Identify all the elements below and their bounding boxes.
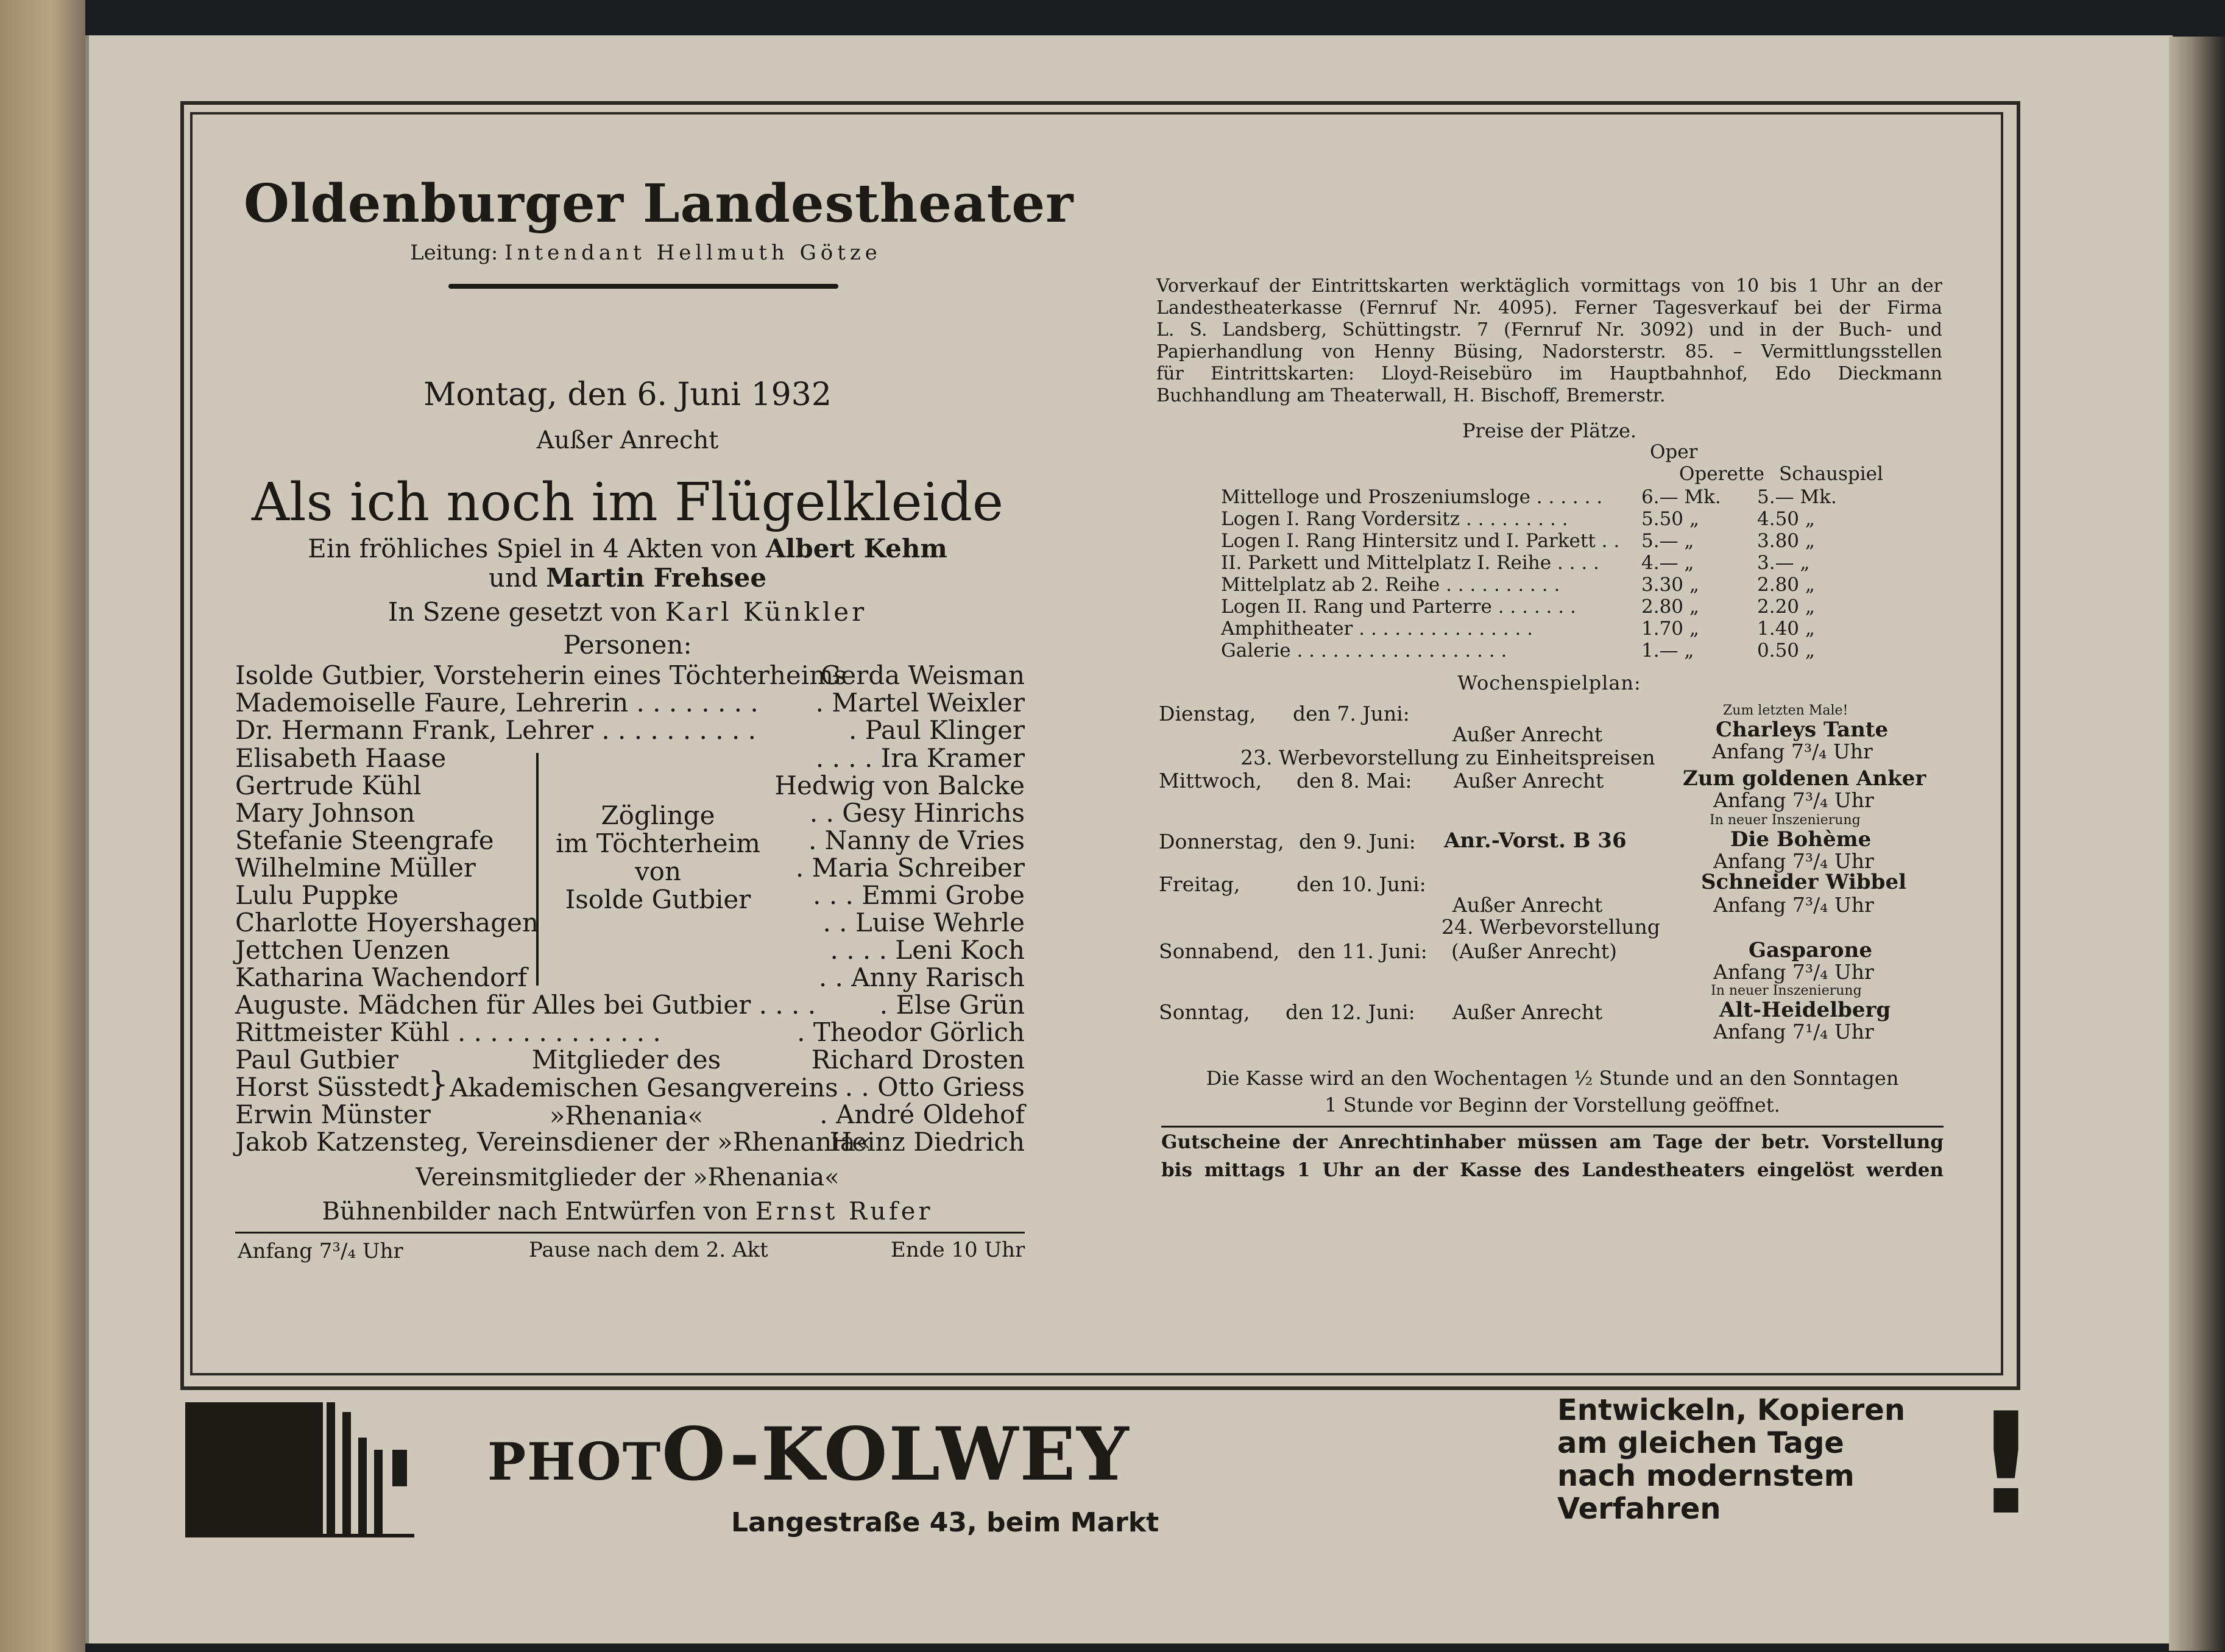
- time-sat: Anfang 7³/₄ Uhr: [1713, 960, 1874, 984]
- subtitle-and: und: [488, 563, 538, 593]
- cast-actor: . Else Grün: [879, 990, 1025, 1020]
- presale-line: Buchhandlung am Theaterwall, H. Bischoff, Bremerstr.: [1156, 385, 1666, 406]
- cast-actor: Richard Drosten: [811, 1045, 1025, 1075]
- play-fri: Schneider Wibbel: [1701, 870, 1906, 894]
- cast-role: Auguste. Mädchen für Alles bei Gutbier . . . .: [235, 990, 816, 1020]
- ad-logo-bar: [327, 1402, 335, 1536]
- presale-line: Vorverkauf der Eintrittskarten werktäglich vormittags von 10 bis 1 Uhr an der: [1156, 275, 1942, 297]
- cast-role: Rittmeister Kühl . . . . . . . . . . . . .: [235, 1017, 661, 1047]
- start-time: Anfang 7³/₄ Uhr: [238, 1239, 403, 1263]
- ad-logo-baseline: [185, 1534, 414, 1537]
- play-subtitle: [219, 534, 1036, 563]
- day-fri: Freitag,: [1159, 872, 1240, 896]
- cast-role: Gertrude Kühl: [235, 771, 422, 800]
- info-thu: Anr.-Vorst. B 36: [1444, 828, 1627, 853]
- group-brace: [536, 753, 539, 986]
- col-operette: Operette: [1679, 463, 1765, 485]
- day-sun: Sonntag,: [1159, 1000, 1250, 1024]
- header-rule: [448, 284, 838, 289]
- play-thu: Die Bohème: [1730, 827, 1872, 852]
- price-schauspiel: 5.— Mk.: [1757, 486, 1837, 508]
- date-wed: den 8. Mai:: [1296, 769, 1412, 792]
- price-oper: 5.50 „: [1641, 508, 1699, 530]
- date-sat: den 11. Juni:: [1298, 939, 1427, 963]
- date-thu: den 9. Juni:: [1299, 830, 1416, 853]
- group-zoeglinge: [548, 802, 768, 914]
- cast-role: Lulu Puppke: [235, 880, 399, 910]
- cast-role: Mademoiselle Faure, Lehrerin . . . . . . . .: [235, 688, 759, 718]
- theater-title: Oldenburger Landestheater: [244, 173, 1074, 235]
- cast-role: Wilhelmine Müller: [235, 853, 476, 883]
- book-spine: [0, 0, 85, 1652]
- group-line: Mitglieder des: [531, 1045, 721, 1075]
- ad-logo-bar: [392, 1450, 407, 1486]
- ad-logo-bar: [358, 1438, 367, 1536]
- col-oper: Oper: [1650, 441, 1698, 463]
- group-line: »Rhenania«: [549, 1101, 704, 1131]
- box-office-hours: [1161, 1065, 1944, 1118]
- direction-line: [219, 597, 1036, 627]
- cast-actor: Heinz Diedrich: [829, 1127, 1025, 1157]
- price-label: Mittelplatz ab 2. Reihe . . . . . . . . . .: [1221, 574, 1560, 596]
- cast-actor: . Nanny de Vries: [808, 825, 1025, 855]
- sets-designer: Ernst Rufer: [755, 1198, 933, 1226]
- cast-role: Erwin Münster: [235, 1100, 431, 1129]
- price-row: [1221, 552, 1867, 574]
- ad-slogan-line: Entwickeln, Kopieren: [1557, 1393, 1906, 1427]
- ad-slogan-line: Verfahren: [1557, 1492, 1721, 1526]
- price-schauspiel: 1.40 „: [1757, 618, 1815, 640]
- info-fri: Außer Anrecht: [1452, 893, 1603, 917]
- voucher-line: Gutscheine der Anrechtinhaber müssen am Tage der betr. Vorstellung: [1161, 1131, 1944, 1153]
- price-row: [1221, 486, 1867, 508]
- presale-line: Papierhandlung von Henny Büsing, Nadorsterstr. 85. – Vermittlungsstellen: [1156, 341, 1942, 362]
- cast-actor: . Maria Schreiber: [795, 853, 1025, 883]
- author-2: Martin Frehsee: [546, 563, 767, 593]
- price-row: [1221, 618, 1867, 640]
- cast-actor: . . . . Ira Kramer: [815, 743, 1025, 773]
- cast-actor: Hedwig von Balcke: [774, 771, 1025, 800]
- price-label: II. Parkett und Mittelplatz I. Reihe . . . .: [1221, 552, 1599, 574]
- cast-actor: . André Oldehof: [819, 1100, 1025, 1129]
- price-label: Logen I. Rang Hintersitz und I. Parkett . .: [1221, 530, 1620, 552]
- price-oper: 2.80 „: [1641, 596, 1699, 618]
- price-schauspiel: 0.50 „: [1757, 640, 1815, 662]
- price-schauspiel: 2.20 „: [1757, 596, 1815, 618]
- box-office-line: 1 Stunde vor Beginn der Vorstellung geöffnet.: [1325, 1093, 1780, 1117]
- cast-row: [235, 936, 1025, 964]
- sets-prefix: Bühnenbilder nach Entwürfen von: [322, 1198, 748, 1226]
- date-fri: den 10. Juni:: [1296, 872, 1426, 896]
- cast-role: Paul Gutbier: [235, 1045, 398, 1075]
- play-title: Als ich noch im Flügelkleide: [252, 472, 1003, 533]
- ad-name: KOLWEY: [760, 1411, 1130, 1497]
- sets-line: [280, 1198, 975, 1226]
- author-1: Albert Kehm: [765, 534, 947, 563]
- info2-fri: 24. Werbevorstellung: [1441, 915, 1660, 939]
- cast-row: [235, 689, 1025, 717]
- cast-actor: Gerda Weisman: [820, 660, 1025, 690]
- day-tue: Dienstag,: [1159, 702, 1256, 725]
- voucher-rule: [1161, 1126, 1944, 1128]
- cast-role: Dr. Hermann Frank, Lehrer . . . . . . . . . .: [235, 715, 756, 745]
- presale-line: Landestheaterkasse (Fernruf Nr. 4095). Ferner Tagesverkauf bei der Firma: [1156, 297, 1942, 319]
- direction-prefix: In Szene gesetzt von: [387, 597, 657, 627]
- day-sat: Sonnabend,: [1159, 939, 1280, 963]
- cast-actor: . . Otto Griess: [844, 1072, 1025, 1102]
- ad-brand: [487, 1412, 1130, 1505]
- cast-row: [235, 1018, 1025, 1047]
- info-tue: Außer Anrecht: [1452, 722, 1603, 746]
- presale-line: L. S. Landsberg, Schüttingstr. 7 (Fernruf Nr. 3092) und in der Buch- und: [1156, 319, 1942, 341]
- voucher-notice: [1161, 1128, 1944, 1184]
- cast-role: Jettchen Uenzen: [235, 935, 450, 965]
- cast-actor: . Martel Weixler: [815, 688, 1025, 718]
- members-line: Vereinsmitglieder der »Rhenania«: [416, 1163, 840, 1191]
- cast-row: [235, 772, 1025, 800]
- performance-date: Montag, den 6. Juni 1932: [423, 376, 832, 413]
- group-rhenania: [450, 1045, 838, 1131]
- price-schauspiel: 3.80 „: [1757, 530, 1815, 552]
- cast-role: Elisabeth Haase: [235, 743, 447, 773]
- price-schauspiel: 4.50 „: [1757, 508, 1815, 530]
- group-line: Zöglinge: [601, 800, 715, 830]
- date-tue: den 7. Juni:: [1293, 702, 1410, 725]
- cast-actor: . . . . Leni Koch: [830, 935, 1025, 965]
- ad-logo-bar: [342, 1412, 351, 1536]
- time-sun: Anfang 7¹/₄ Uhr: [1713, 1020, 1874, 1043]
- time-thu: Anfang 7³/₄ Uhr: [1713, 849, 1874, 873]
- cast-row: [235, 991, 1025, 1019]
- note-thu: In neuer Inszenierung: [1710, 813, 1861, 828]
- cast-role: Katharina Wachendorf: [235, 962, 528, 992]
- price-label: Amphitheater . . . . . . . . . . . . . . .: [1221, 618, 1533, 640]
- price-oper: 4.— „: [1641, 552, 1694, 574]
- voucher-line: bis mittags 1 Uhr an der Kasse des Landestheaters eingelöst werden: [1161, 1159, 1944, 1181]
- cast-actor: . . Anny Rarisch: [818, 962, 1025, 992]
- cast-row: [235, 716, 1025, 744]
- cast-row: [235, 1128, 1025, 1156]
- col-schauspiel: Schauspiel: [1779, 463, 1883, 485]
- leitung-line: [244, 241, 1048, 265]
- price-oper: 3.30 „: [1641, 574, 1699, 596]
- ad-slogan-line: nach modernstem: [1557, 1459, 1855, 1493]
- cast-row: [235, 964, 1025, 992]
- leitung-label: Leitung:: [410, 241, 498, 265]
- info-sat: (Außer Anrecht): [1451, 939, 1618, 963]
- note-sun: In neuer Inszenierung: [1711, 983, 1862, 998]
- cast-row: [235, 662, 1025, 690]
- play-sun: Alt-Heidelberg: [1719, 998, 1891, 1022]
- price-oper: 5.— „: [1641, 530, 1694, 552]
- cast-role: Stefanie Steengrafe: [235, 825, 494, 855]
- page-edge: [2169, 37, 2225, 1651]
- subtitle-prefix: Ein fröhliches Spiel in 4 Akten von: [308, 534, 758, 563]
- ad-brand-o: O: [662, 1411, 730, 1497]
- time-fri: Anfang 7³/₄ Uhr: [1713, 893, 1874, 917]
- pause-info: Pause nach dem 2. Akt: [529, 1238, 768, 1262]
- note-tue: Zum letzten Male!: [1723, 703, 1848, 718]
- price-label: Mittelloge und Proszeniumsloge . . . . . .: [1221, 486, 1603, 508]
- time-tue: Anfang 7³/₄ Uhr: [1712, 740, 1873, 763]
- price-schauspiel: 2.80 „: [1757, 574, 1815, 596]
- cast-actor: . Paul Klinger: [848, 715, 1025, 745]
- play-tue: Charleys Tante: [1716, 718, 1889, 742]
- price-oper: 1.— „: [1641, 640, 1694, 662]
- group-line: Isolde Gutbier: [565, 884, 751, 914]
- director: Karl Künkler: [665, 597, 868, 627]
- price-row: [1221, 596, 1867, 618]
- cast-role: Jakob Katzensteg, Vereinsdiener der »Rhenania«: [235, 1127, 871, 1157]
- play-wed: Zum goldenen Anker: [1683, 766, 1926, 791]
- cast-role: Horst Süsstedt: [235, 1072, 430, 1102]
- time-wed: Anfang 7³/₄ Uhr: [1713, 788, 1874, 812]
- price-row: [1221, 640, 1867, 662]
- persons-label: Personen:: [563, 630, 692, 660]
- presale-line: für Eintrittskarten: Lloyd-Reisebüro im Hauptbahnhof, Edo Dieckmann: [1156, 363, 1942, 384]
- cast-actor: . . Luise Wehrle: [822, 908, 1025, 937]
- group-line: von: [634, 856, 682, 886]
- cast-actor: . . . Emmi Grobe: [813, 880, 1025, 910]
- ad-address: Langestraße 43, beim Markt: [731, 1507, 1159, 1538]
- presale-info: [1156, 275, 1942, 407]
- price-row: [1221, 508, 1867, 530]
- cast-row: [235, 744, 1025, 772]
- price-label: Logen II. Rang und Parterre . . . . . . .: [1221, 596, 1576, 618]
- group-line: im Töchterheim: [556, 828, 760, 858]
- prices-heading: Preise der Plätze.: [1462, 419, 1637, 442]
- day-thu: Donnerstag,: [1159, 830, 1284, 853]
- leitung-name: Intendant Hellmuth Götze: [504, 241, 882, 265]
- ad-logo-block: [185, 1402, 323, 1536]
- play-subtitle-2: [219, 563, 1036, 593]
- end-time: Ende 10 Uhr: [891, 1238, 1025, 1262]
- day-wed: Mittwoch,: [1159, 769, 1262, 792]
- price-label: Galerie . . . . . . . . . . . . . . . . . .: [1221, 640, 1507, 662]
- cast-actor: . . Gesy Hinrichs: [809, 798, 1025, 828]
- group-line: Akademischen Gesangvereins: [450, 1073, 838, 1103]
- price-row: [1221, 530, 1867, 552]
- ad-exclamation: !: [1974, 1383, 2038, 1546]
- week-heading: Wochenspielplan:: [1457, 671, 1641, 694]
- price-row: [1221, 574, 1867, 596]
- price-schauspiel: 3.— „: [1757, 552, 1810, 574]
- ad-logo-bar: [374, 1450, 383, 1536]
- cast-role: Charlotte Hoyershagen: [235, 908, 539, 937]
- play-sat: Gasparone: [1749, 938, 1872, 962]
- price-label: Logen I. Rang Vordersitz . . . . . . . . .: [1221, 508, 1568, 530]
- performance-anrecht: Außer Anrecht: [536, 426, 719, 454]
- info-wed: Außer Anrecht: [1454, 769, 1604, 792]
- ad-dash: -: [729, 1411, 761, 1497]
- ad-photo: PHOT: [487, 1431, 662, 1492]
- cast-role: Mary Johnson: [235, 798, 416, 828]
- footer-rule: [235, 1232, 1025, 1234]
- price-oper: 1.70 „: [1641, 618, 1699, 640]
- ad-slogan: [1557, 1394, 1905, 1525]
- cast-actor: . Theodor Görlich: [797, 1017, 1025, 1047]
- price-oper: 6.— Mk.: [1641, 486, 1721, 508]
- group-brace-symbol: }: [428, 1065, 449, 1103]
- info2-tue: 23. Werbevorstellung zu Einheitspreisen: [1240, 746, 1655, 769]
- cast-role: Isolde Gutbier, Vorsteherin eines Töchterheims: [235, 660, 847, 690]
- ad-slogan-line: am gleichen Tage: [1557, 1426, 1844, 1460]
- box-office-line: Die Kasse wird an den Wochentagen ½ Stunde und an den Sonntagen: [1206, 1067, 1899, 1090]
- date-sun: den 12. Juni:: [1286, 1000, 1415, 1024]
- info-sun: Außer Anrecht: [1452, 1000, 1603, 1024]
